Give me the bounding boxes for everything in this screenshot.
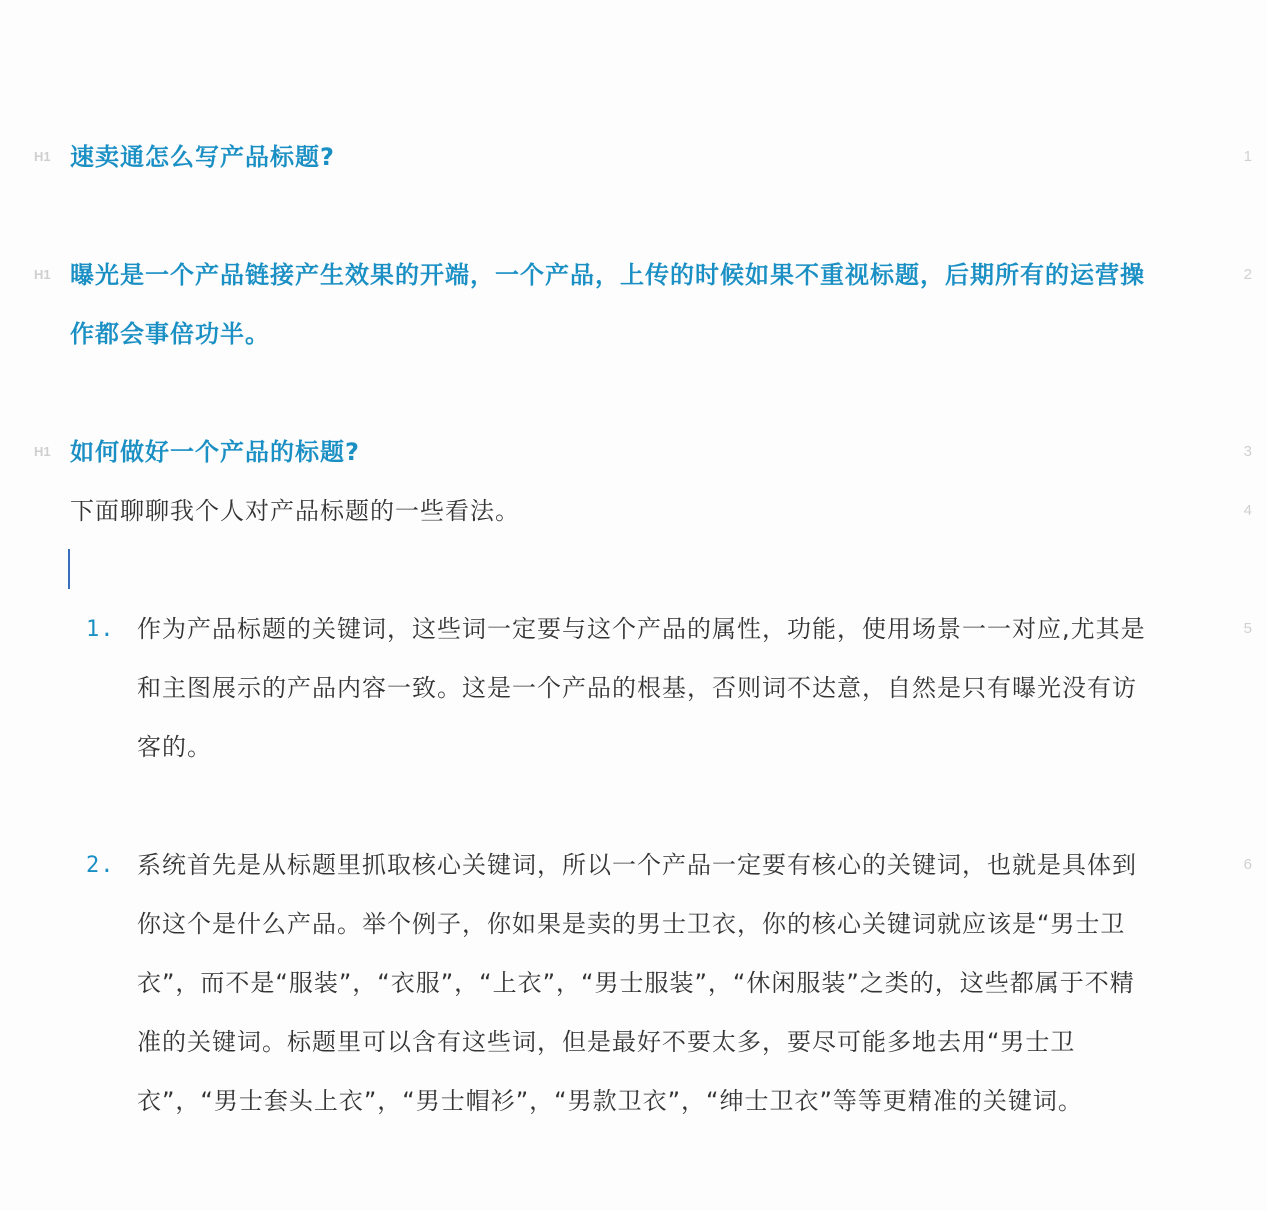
heading-1[interactable]: 速卖通怎么写产品标题?: [70, 143, 335, 171]
heading-level-label: H1: [34, 149, 51, 164]
line-number: 6: [1243, 856, 1252, 873]
heading-level-label: H1: [34, 444, 51, 459]
heading-2[interactable]: 曝光是一个产品链接产生效果的开端，一个产品，上传的时候如果不重视标题，后期所有的运营操作都会事倍功半。: [70, 261, 1145, 348]
paragraph[interactable]: 下面聊聊我个人对产品标题的一些看法。: [70, 497, 520, 525]
list-number: 2.: [86, 853, 115, 878]
line-number: 5: [1243, 620, 1252, 637]
line-number: 1: [1243, 148, 1252, 165]
list-item-text[interactable]: 系统首先是从标题里抓取核心关键词，所以一个产品一定要有核心的关键词，也就是具体到你这个是什么产品。举个例子，你如果是卖的男士卫衣，你的核心关键词就应该是“男士卫衣”，而不是“服装”，“衣服”，“上衣”，“男士服装”，“休闲服装”之类的，这些都属于不精准的关键词。标题里可以含有这些词，但是最好不要太多，要尽可能多地去用“男士卫衣”，“男士套头上衣”，“男士帽衫”，“男款卫衣”，“绅士卫衣”等等更精准的关键词。: [137, 851, 1137, 1115]
list-number: 1.: [86, 617, 115, 642]
list-item-text[interactable]: 作为产品标题的关键词，这些词一定要与这个产品的属性，功能，使用场景一一对应,尤其是和主图展示的产品内容一致。这是一个产品的根基，否则词不达意，自然是只有曝光没有访客的。: [137, 615, 1146, 761]
heading-3[interactable]: 如何做好一个产品的标题?: [70, 438, 360, 466]
line-number: 2: [1243, 266, 1252, 283]
line-number: 3: [1243, 443, 1252, 460]
heading-level-label: H1: [34, 267, 51, 282]
text-cursor: [68, 549, 70, 589]
line-number: 4: [1243, 502, 1252, 519]
